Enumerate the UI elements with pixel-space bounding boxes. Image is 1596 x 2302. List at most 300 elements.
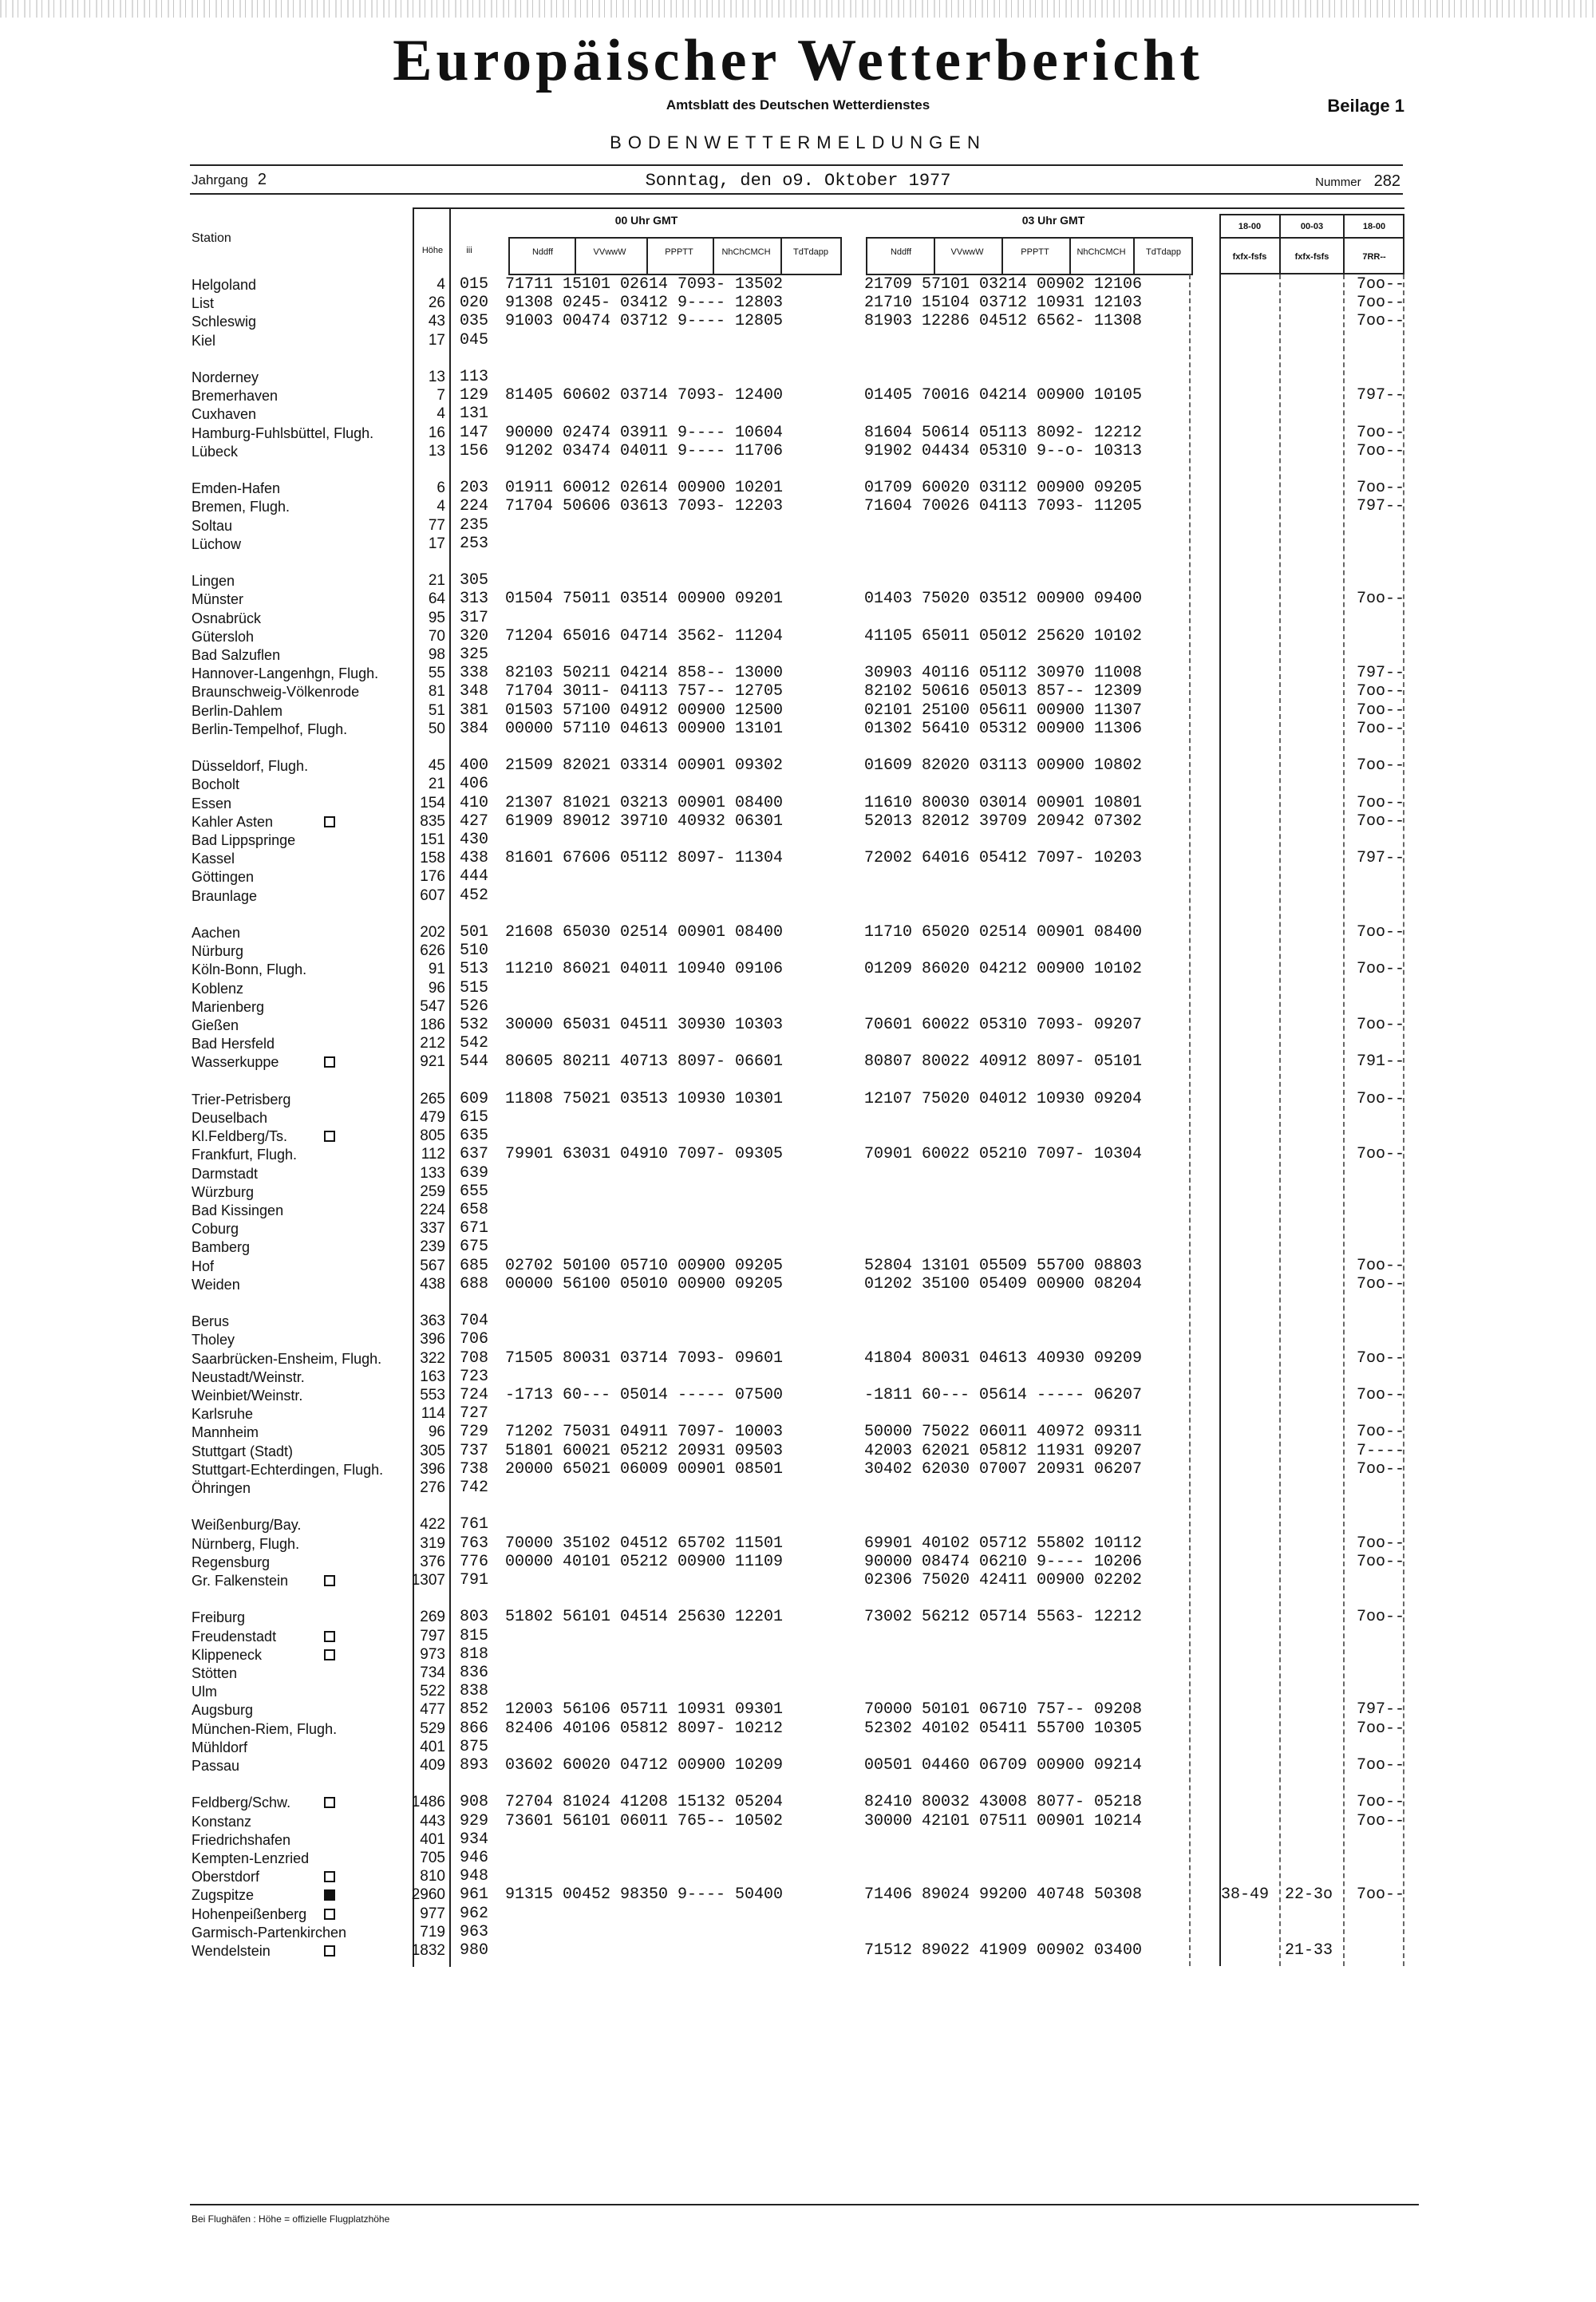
station-height: 4 bbox=[437, 498, 445, 515]
station-id: 637 bbox=[460, 1145, 489, 1163]
station-name: Gießen bbox=[192, 1017, 239, 1033]
extra-col-3: 7oo-- bbox=[1357, 1145, 1405, 1163]
station-id: 203 bbox=[460, 479, 489, 497]
station-id: 980 bbox=[460, 1941, 489, 1960]
obs-00-utc: 91308 0245- 03412 9---- 12803 bbox=[505, 294, 784, 312]
station-name: Konstanz bbox=[192, 1814, 252, 1830]
obs-03-utc: 01202 35100 05409 00900 08204 bbox=[864, 1275, 1143, 1293]
station-id: 305 bbox=[460, 571, 489, 590]
station-name: Norderney bbox=[192, 369, 259, 385]
table-row bbox=[0, 1183, 1596, 1201]
extra-col-3: 7oo-- bbox=[1357, 1793, 1405, 1811]
table-row bbox=[0, 1313, 1596, 1330]
station-height: 202 bbox=[420, 924, 445, 941]
table-row bbox=[0, 276, 1596, 294]
station-id: 438 bbox=[460, 849, 489, 867]
extra-col-3: 7oo-- bbox=[1357, 701, 1405, 720]
table-row bbox=[0, 1701, 1596, 1719]
obs-03-utc: 21709 57101 03214 00902 12106 bbox=[864, 275, 1143, 294]
table-row bbox=[0, 1405, 1596, 1423]
station-id: 430 bbox=[460, 831, 489, 849]
table-row bbox=[0, 628, 1596, 646]
obs-00-utc: 02702 50100 05710 00900 09205 bbox=[505, 1257, 784, 1275]
station-name: Kl.Feldberg/Ts. bbox=[192, 1128, 288, 1144]
mountain-station-icon bbox=[324, 1575, 335, 1586]
nummer-value: 282 bbox=[1373, 172, 1400, 190]
obs-03-utc: 73002 56212 05714 5563- 12212 bbox=[864, 1608, 1143, 1626]
station-height: 13 bbox=[428, 369, 445, 385]
table-row bbox=[0, 1646, 1596, 1664]
obs-00-utc: 03602 60020 04712 00900 10209 bbox=[505, 1756, 784, 1775]
station-name: Bad Kissingen bbox=[192, 1202, 284, 1218]
extra-top-1: 00-03 bbox=[1300, 222, 1324, 231]
station-height: 401 bbox=[420, 1831, 445, 1848]
obs-03-utc: 72002 64016 05412 7097- 10203 bbox=[864, 849, 1143, 867]
obs-00-utc: 72704 81024 41208 15132 05204 bbox=[505, 1793, 784, 1811]
station-id: 513 bbox=[460, 960, 489, 978]
obs-03-utc: 01405 70016 04214 00900 10105 bbox=[864, 386, 1143, 405]
station-id: 838 bbox=[460, 1682, 489, 1700]
table-row bbox=[0, 1350, 1596, 1368]
mountain-station-icon bbox=[324, 1631, 335, 1642]
extra-col-3: 7oo-- bbox=[1357, 1275, 1405, 1293]
station-height: 977 bbox=[420, 1905, 445, 1922]
station-id: 818 bbox=[460, 1645, 489, 1664]
station-name: Darmstadt bbox=[192, 1166, 259, 1182]
station-id: 338 bbox=[460, 664, 489, 682]
station-name: Bremen, Flugh. bbox=[192, 499, 290, 515]
extra-col-3: 7oo-- bbox=[1357, 682, 1405, 701]
station-id: 045 bbox=[460, 331, 489, 349]
obs-00-utc: 71202 75031 04911 7097- 10003 bbox=[505, 1423, 784, 1441]
extra-col-3: 7oo-- bbox=[1357, 312, 1405, 330]
station-name: Münster bbox=[192, 591, 244, 607]
station-name: Deuselbach bbox=[192, 1110, 268, 1126]
station-id: 893 bbox=[460, 1756, 489, 1775]
extra-col-3: 797-- bbox=[1357, 497, 1405, 515]
station-id: 934 bbox=[460, 1830, 489, 1849]
table-row bbox=[0, 1331, 1596, 1348]
station-height: 719 bbox=[420, 1924, 445, 1941]
station-name: Kahler Asten bbox=[192, 814, 274, 830]
table-row bbox=[0, 1757, 1596, 1775]
obs-03-utc: 70901 60022 05210 7097- 10304 bbox=[864, 1145, 1143, 1163]
station-name: Berlin-Dahlem bbox=[192, 703, 283, 719]
obs-00-utc: 79901 63031 04910 7097- 09305 bbox=[505, 1145, 784, 1163]
station-name: Lüchow bbox=[192, 536, 242, 552]
station-name: Koblenz bbox=[192, 981, 244, 997]
station-id: 688 bbox=[460, 1275, 489, 1293]
station-height: 1486 bbox=[411, 1794, 445, 1810]
table-row bbox=[0, 1165, 1596, 1183]
subhead-03-3: NhChCMCH bbox=[1077, 247, 1126, 257]
station-height: 4 bbox=[437, 405, 445, 422]
station-height: 797 bbox=[420, 1628, 445, 1645]
nummer bbox=[1315, 172, 1400, 191]
extra-bot-2: 7RR-- bbox=[1362, 252, 1386, 262]
station-id: 723 bbox=[460, 1368, 489, 1386]
table-row bbox=[0, 1202, 1596, 1219]
station-name: Regensburg bbox=[192, 1554, 271, 1570]
subhead-00-1: VVwwW bbox=[593, 247, 626, 257]
obs-03-utc: 71604 70026 04113 7093- 11205 bbox=[864, 497, 1143, 515]
station-name: Feldberg/Schw. bbox=[192, 1795, 291, 1810]
station-name: Öhringen bbox=[192, 1480, 251, 1496]
station-height: 114 bbox=[421, 1405, 445, 1422]
extra-col-3: 7oo-- bbox=[1357, 923, 1405, 942]
station-id: 727 bbox=[460, 1404, 489, 1423]
station-name: Ulm bbox=[192, 1684, 217, 1700]
station-id: 658 bbox=[460, 1201, 489, 1219]
table-row bbox=[0, 424, 1596, 442]
station-height: 553 bbox=[420, 1387, 445, 1404]
station-height: 319 bbox=[420, 1535, 445, 1552]
extra-col-3: 7oo-- bbox=[1357, 1090, 1405, 1108]
station-name: Wendelstein bbox=[192, 1943, 271, 1959]
station-name: Nürnberg, Flugh. bbox=[192, 1536, 300, 1552]
obs-03-utc: 11610 80030 03014 00901 10801 bbox=[864, 794, 1143, 812]
station-height: 95 bbox=[428, 610, 445, 626]
extra-col-3: 7oo-- bbox=[1357, 1423, 1405, 1441]
station-id: 113 bbox=[460, 368, 489, 386]
station-name: Hamburg-Fuhlsbüttel, Flugh. bbox=[192, 425, 374, 441]
table-row bbox=[0, 443, 1596, 460]
extra-col-1: 38-49 bbox=[1221, 1885, 1270, 1904]
table-row bbox=[0, 1109, 1596, 1127]
station-height: 305 bbox=[420, 1443, 445, 1459]
station-name: Helgoland bbox=[192, 277, 257, 293]
station-id: 852 bbox=[460, 1700, 489, 1719]
station-height: 2960 bbox=[411, 1886, 445, 1903]
mountain-station-icon bbox=[324, 1649, 335, 1660]
extra-col-3: 7oo-- bbox=[1357, 812, 1405, 831]
table-row bbox=[0, 1535, 1596, 1553]
station-name: Hof bbox=[192, 1258, 215, 1274]
station-height: 396 bbox=[420, 1331, 445, 1348]
station-id: 946 bbox=[460, 1849, 489, 1867]
obs-00-utc: 12003 56106 05711 10931 09301 bbox=[505, 1700, 784, 1719]
obs-00-utc: 71711 15101 02614 7093- 13502 bbox=[505, 275, 784, 294]
station-id: 671 bbox=[460, 1219, 489, 1238]
obs-00-utc: 51802 56101 04514 25630 12201 bbox=[505, 1608, 784, 1626]
station-name: Weinbiet/Weinstr. bbox=[192, 1388, 303, 1404]
station-height: 477 bbox=[420, 1701, 445, 1718]
obs-00-utc: 00000 56100 05010 00900 09205 bbox=[505, 1275, 784, 1293]
table-row bbox=[0, 1479, 1596, 1497]
obs-00-utc: 00000 57110 04613 00900 13101 bbox=[505, 720, 784, 738]
station-name: Karlsruhe bbox=[192, 1406, 254, 1422]
station-id: 129 bbox=[460, 386, 489, 405]
station-name: Tholey bbox=[192, 1332, 235, 1348]
extra-col-3: 7oo-- bbox=[1357, 590, 1405, 608]
table-row bbox=[0, 1739, 1596, 1756]
station-height: 45 bbox=[428, 757, 445, 774]
table-row bbox=[0, 1053, 1596, 1071]
extra-top-2: 18-00 bbox=[1362, 222, 1386, 231]
station-height: 50 bbox=[428, 721, 445, 737]
station-name: Braunschweig-Völkenrode bbox=[192, 684, 360, 700]
station-name: Kempten-Lenzried bbox=[192, 1850, 310, 1866]
table-row bbox=[0, 1942, 1596, 1960]
table-row bbox=[0, 332, 1596, 349]
station-name: Wasserkuppe bbox=[192, 1054, 279, 1070]
scan-noise bbox=[0, 0, 1596, 18]
table-row bbox=[0, 1238, 1596, 1256]
station-id: 410 bbox=[460, 794, 489, 812]
table-row bbox=[0, 1220, 1596, 1238]
obs-00-utc: 70000 35102 04512 65702 11501 bbox=[505, 1534, 784, 1553]
extra-col-3: 7oo-- bbox=[1357, 1460, 1405, 1479]
station-id: 761 bbox=[460, 1515, 489, 1534]
station-height: 239 bbox=[420, 1238, 445, 1255]
table-row bbox=[0, 610, 1596, 627]
table-row bbox=[0, 590, 1596, 608]
extra-col-3: 797-- bbox=[1357, 386, 1405, 405]
table-row bbox=[0, 1091, 1596, 1108]
subhead-03-0: Nddff bbox=[890, 247, 912, 257]
obs-03-utc: 11710 65020 02514 00901 08400 bbox=[864, 923, 1143, 942]
mountain-station-filled-icon bbox=[324, 1889, 335, 1901]
obs-03-utc: 01403 75020 03512 00900 09400 bbox=[864, 590, 1143, 608]
station-name: Garmisch-Partenkirchen bbox=[192, 1925, 347, 1941]
obs-03-utc: 01609 82020 03113 00900 10802 bbox=[864, 756, 1143, 775]
station-name: Göttingen bbox=[192, 869, 255, 885]
mountain-station-icon bbox=[324, 1131, 335, 1142]
station-id: 317 bbox=[460, 609, 489, 627]
station-height: 133 bbox=[420, 1165, 445, 1182]
subhead-00-3: NhChCMCH bbox=[721, 247, 771, 257]
beilage-label: Beilage 1 bbox=[1327, 96, 1404, 116]
station-height: 21 bbox=[428, 572, 445, 589]
obs-00-utc: 71704 50606 03613 7093- 12203 bbox=[505, 497, 784, 515]
table-row bbox=[0, 887, 1596, 905]
obs-00-utc: 73601 56101 06011 765-- 10502 bbox=[505, 1812, 784, 1830]
obs-03-utc: 81903 12286 04512 6562- 11308 bbox=[864, 312, 1143, 330]
obs-00-utc: 21608 65030 02514 00901 08400 bbox=[505, 923, 784, 942]
station-height: 567 bbox=[420, 1258, 445, 1274]
station-height: 973 bbox=[420, 1646, 445, 1663]
table-row bbox=[0, 369, 1596, 386]
table-row bbox=[0, 572, 1596, 590]
station-height: 479 bbox=[420, 1109, 445, 1126]
obs-03-utc: 82410 80032 43008 8077- 05218 bbox=[864, 1793, 1143, 1811]
station-id: 875 bbox=[460, 1738, 489, 1756]
table-row bbox=[0, 795, 1596, 812]
station-height: 51 bbox=[428, 702, 445, 719]
station-id: 147 bbox=[460, 424, 489, 442]
station-height: 7 bbox=[437, 387, 445, 404]
station-height: 626 bbox=[420, 942, 445, 959]
table-row bbox=[0, 1423, 1596, 1441]
table-row bbox=[0, 1850, 1596, 1867]
station-height: 265 bbox=[420, 1091, 445, 1108]
obs-03-utc: 70601 60022 05310 7093- 09207 bbox=[864, 1016, 1143, 1034]
obs-00-utc: 01503 57100 04912 00900 12500 bbox=[505, 701, 784, 720]
station-height: 13 bbox=[428, 443, 445, 460]
station-id: 532 bbox=[460, 1016, 489, 1034]
mountain-station-icon bbox=[324, 1056, 335, 1068]
obs-03-utc: 02101 25100 05611 00900 11307 bbox=[864, 701, 1143, 720]
station-id: 515 bbox=[460, 979, 489, 997]
obs-00-utc: 81405 60602 03714 7093- 12400 bbox=[505, 386, 784, 405]
extra-col-3: 7oo-- bbox=[1357, 1608, 1405, 1626]
obs-03-utc: -1811 60--- 05614 ----- 06207 bbox=[864, 1386, 1143, 1404]
obs-03-utc: 52302 40102 05411 55700 10305 bbox=[864, 1720, 1143, 1738]
table-row bbox=[0, 405, 1596, 423]
table-row bbox=[0, 1258, 1596, 1275]
station-id: 510 bbox=[460, 942, 489, 960]
obs-00-utc: 20000 65021 06009 00901 08501 bbox=[505, 1460, 784, 1479]
station-height: 4 bbox=[437, 276, 445, 293]
obs-00-utc: 01911 60012 02614 00900 10201 bbox=[505, 479, 784, 497]
table-row bbox=[0, 1868, 1596, 1885]
subhead-00-sep-1 bbox=[575, 237, 576, 275]
station-header: Station bbox=[192, 231, 231, 245]
obs-00-utc: -1713 60--- 05014 ----- 07500 bbox=[505, 1386, 784, 1404]
extra-col-3: 7oo-- bbox=[1357, 1257, 1405, 1275]
table-row bbox=[0, 1609, 1596, 1626]
station-name: Freudenstadt bbox=[192, 1629, 277, 1645]
station-height: 163 bbox=[420, 1368, 445, 1385]
table-row bbox=[0, 1572, 1596, 1589]
subhead-00-sep-4 bbox=[780, 237, 782, 275]
obs-00-utc: 51801 60021 05212 20931 09503 bbox=[505, 1442, 784, 1460]
table-row bbox=[0, 1146, 1596, 1163]
obs-03-utc: 69901 40102 05712 55802 10112 bbox=[864, 1534, 1143, 1553]
station-height: 547 bbox=[420, 998, 445, 1015]
station-name: Aachen bbox=[192, 925, 241, 941]
extra-col-3: 797-- bbox=[1357, 664, 1405, 682]
obs-03-utc: 01209 86020 04212 00900 10102 bbox=[864, 960, 1143, 978]
obs-03-utc: 30903 40116 05112 30970 11008 bbox=[864, 664, 1143, 682]
table-row bbox=[0, 1276, 1596, 1293]
station-id: 815 bbox=[460, 1627, 489, 1645]
station-name: Bad Hersfeld bbox=[192, 1036, 275, 1052]
station-height: 396 bbox=[420, 1461, 445, 1478]
station-name: Friedrichshafen bbox=[192, 1832, 291, 1848]
station-height: 224 bbox=[420, 1202, 445, 1218]
table-row bbox=[0, 1516, 1596, 1534]
obs-03-utc: 41105 65011 05012 25620 10102 bbox=[864, 627, 1143, 646]
table-row bbox=[0, 831, 1596, 849]
station-id: 866 bbox=[460, 1720, 489, 1738]
subhead-03-sep-1 bbox=[934, 237, 935, 275]
obs-00-utc: 21509 82021 03314 00901 09302 bbox=[505, 756, 784, 775]
obs-03-utc: 71406 89024 99200 40748 50308 bbox=[864, 1885, 1143, 1904]
station-id: 526 bbox=[460, 997, 489, 1016]
mountain-station-icon bbox=[324, 1909, 335, 1920]
station-name: Würzburg bbox=[192, 1184, 255, 1200]
group-00-utc: 00 Uhr GMT bbox=[614, 214, 678, 227]
table-row bbox=[0, 1831, 1596, 1849]
extra-top-0: 18-00 bbox=[1238, 222, 1262, 231]
issue-date: Sonntag, den o9. Oktober 1977 bbox=[645, 171, 951, 191]
table-row bbox=[0, 1017, 1596, 1034]
station-id: 313 bbox=[460, 590, 489, 608]
station-height: 337 bbox=[420, 1220, 445, 1237]
station-name: Hannover-Langenhgn, Flugh. bbox=[192, 665, 379, 681]
station-id: 156 bbox=[460, 442, 489, 460]
station-height: 17 bbox=[428, 535, 445, 552]
table-row bbox=[0, 702, 1596, 720]
station-height: 96 bbox=[428, 1423, 445, 1440]
page-title: Europäischer Wetterbericht bbox=[393, 28, 1203, 93]
table-row bbox=[0, 1924, 1596, 1941]
group-03-utc: 03 Uhr GMT bbox=[1021, 214, 1085, 227]
table-row bbox=[0, 850, 1596, 867]
station-name: Trier-Petrisberg bbox=[192, 1092, 291, 1108]
station-name: Nürburg bbox=[192, 943, 244, 959]
station-id: 639 bbox=[460, 1164, 489, 1183]
station-name: Oberstdorf bbox=[192, 1869, 260, 1885]
station-id: 708 bbox=[460, 1349, 489, 1368]
subhead-03-2: PPPTT bbox=[1021, 247, 1049, 257]
station-name: Hohenpeißenberg bbox=[192, 1906, 307, 1922]
obs-03-utc: 30402 62030 07007 20931 06207 bbox=[864, 1460, 1143, 1479]
table-row bbox=[0, 480, 1596, 497]
table-row bbox=[0, 961, 1596, 978]
station-height: 835 bbox=[420, 813, 445, 830]
station-name: Lingen bbox=[192, 573, 235, 589]
station-id: 655 bbox=[460, 1183, 489, 1201]
station-id: 131 bbox=[460, 405, 489, 423]
station-name: Schleswig bbox=[192, 314, 257, 330]
table-row bbox=[0, 294, 1596, 312]
table-row bbox=[0, 1035, 1596, 1052]
station-height: 212 bbox=[420, 1035, 445, 1052]
obs-03-utc: 70000 50101 06710 757-- 09208 bbox=[864, 1700, 1143, 1719]
station-name: Mannheim bbox=[192, 1424, 259, 1440]
station-name: Freiburg bbox=[192, 1609, 246, 1625]
station-name: Weißenburg/Bay. bbox=[192, 1517, 302, 1533]
extra-col-3: 7oo-- bbox=[1357, 1534, 1405, 1553]
obs-00-utc: 01504 75011 03514 00900 09201 bbox=[505, 590, 784, 608]
table-row bbox=[0, 387, 1596, 405]
extra-bot-1: fxfx-fsfs bbox=[1294, 252, 1329, 262]
table-row bbox=[0, 646, 1596, 664]
obs-03-utc: 91902 04434 05310 9--o- 10313 bbox=[864, 442, 1143, 460]
station-id: 962 bbox=[460, 1905, 489, 1923]
extra-bot-0: fxfx-fsfs bbox=[1232, 252, 1267, 262]
station-id: 729 bbox=[460, 1423, 489, 1441]
station-id: 675 bbox=[460, 1238, 489, 1256]
station-height: 529 bbox=[420, 1720, 445, 1737]
extra-col-3: 791-- bbox=[1357, 1052, 1405, 1071]
table-row bbox=[0, 1387, 1596, 1404]
table-row bbox=[0, 776, 1596, 793]
extra-col-2: 22-3o bbox=[1285, 1885, 1333, 1904]
station-id: 381 bbox=[460, 701, 489, 720]
nummer-label: Nummer bbox=[1315, 176, 1361, 189]
extra-col-3: 7oo-- bbox=[1357, 1016, 1405, 1034]
obs-03-utc: 90000 08474 06210 9---- 10206 bbox=[864, 1553, 1143, 1571]
station-height: 112 bbox=[421, 1146, 445, 1163]
footer-rule bbox=[190, 2204, 1419, 2205]
station-name: Bocholt bbox=[192, 776, 240, 792]
station-name: Osnabrück bbox=[192, 610, 262, 626]
station-height: 276 bbox=[420, 1479, 445, 1496]
table-row bbox=[0, 924, 1596, 942]
table-row bbox=[0, 1443, 1596, 1460]
subhead-03-4: TdTdapp bbox=[1145, 247, 1182, 257]
station-name: Zugspitze bbox=[192, 1887, 255, 1903]
station-id: 615 bbox=[460, 1108, 489, 1127]
extra-col-3: 7oo-- bbox=[1357, 1553, 1405, 1571]
obs-00-utc: 11808 75021 03513 10930 10301 bbox=[505, 1090, 784, 1108]
table-row bbox=[0, 1368, 1596, 1386]
subhead-03-1: VVwwW bbox=[950, 247, 984, 257]
station-height: 91 bbox=[428, 961, 445, 977]
